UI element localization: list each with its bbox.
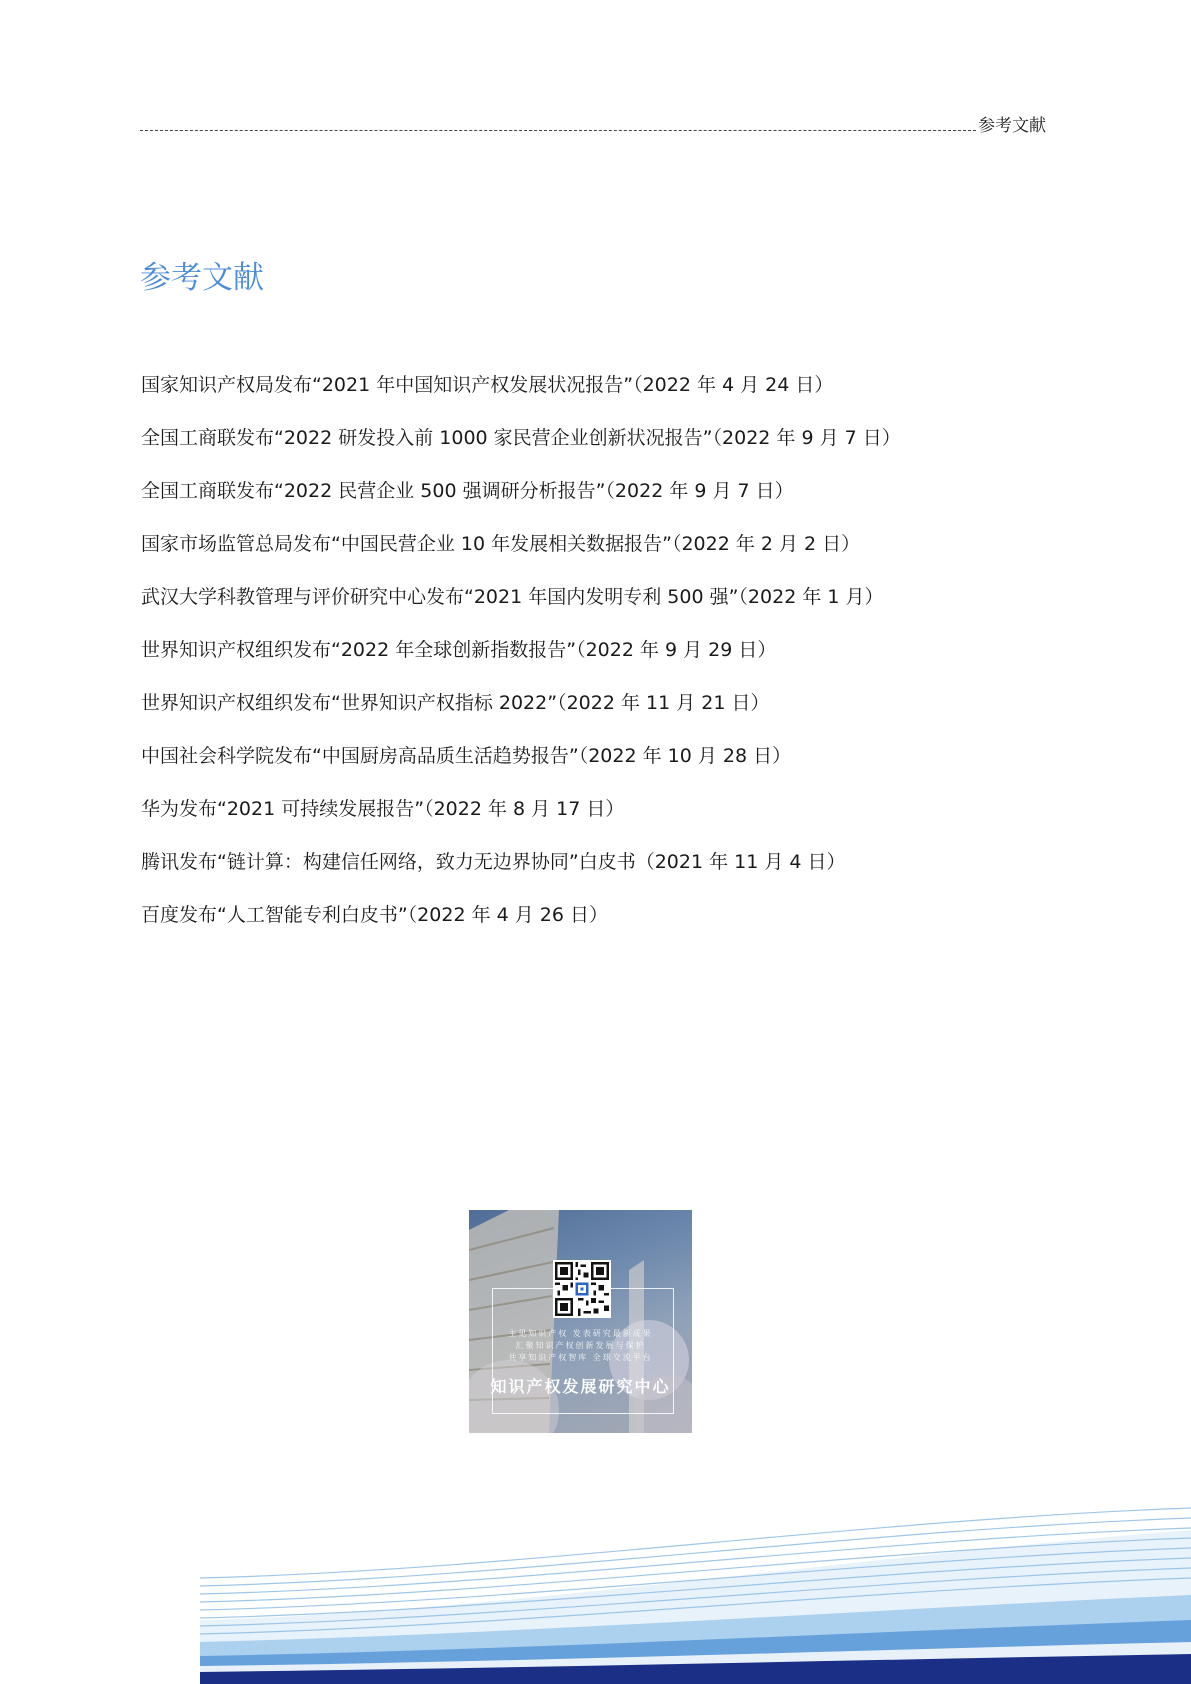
reference-item: 全国工商联发布“2022 研发投入前 1000 家民营企业创新状况报告”（2022 年 9 月 7 日） <box>141 427 901 449</box>
reference-item: 世界知识产权组织发布“世界知识产权指标 2022”（2022 年 11 月 21 日） <box>141 692 770 714</box>
promo-center-name: 知识产权发展研究中心 <box>490 1377 671 1396</box>
reference-item: 国家市场监管总局发布“中国民营企业 10 年发展相关数据报告”（2022 年 2 月 2 日） <box>141 533 861 555</box>
header-title: 参考文献 <box>978 116 1046 136</box>
reference-item: 国家知识产权局发布“2021 年中国知识产权发展状况报告”（2022 年 4 月 24 日） <box>141 374 834 396</box>
reference-item: 百度发布“人工智能专利白皮书”（2022 年 4 月 26 日） <box>141 904 609 926</box>
qr-code-icon <box>553 1260 611 1318</box>
section-title: 参考文献 <box>140 260 264 296</box>
promo-slogan-line: 主见知识产权 发表研究最新成果 <box>508 1329 653 1338</box>
header-dashed-rule <box>140 130 976 131</box>
promo-card <box>469 1210 692 1433</box>
reference-item: 中国社会科学院发布“中国厨房高品质生活趋势报告”（2022 年 10 月 28 日） <box>141 745 792 767</box>
reference-item: 武汉大学科教管理与评价研究中心发布“2021 年国内发明专利 500 强”（2022 年 1 月） <box>141 586 884 608</box>
reference-list <box>141 372 1101 955</box>
reference-item: 华为发布“2021 可持续发展报告”（2022 年 8 月 17 日） <box>141 798 625 820</box>
running-header <box>140 116 1046 136</box>
promo-slogan-line: 汇聚知识产权创新发展与保护 <box>515 1341 646 1350</box>
reference-item: 全国工商联发布“2022 民营企业 500 强调研分析报告”（2022 年 9 月 7 日） <box>141 480 794 502</box>
reference-item: 腾讯发布“链计算：构建信任网络，致力无边界协同”白皮书（2021 年 11 月 4 日） <box>141 851 846 873</box>
promo-slogan-line: 共享知识产权智库 全球交流平台 <box>508 1353 653 1362</box>
reference-item: 世界知识产权组织发布“2022 年全球创新指数报告”（2022 年 9 月 29 日） <box>141 639 777 661</box>
footer-wave-decoration <box>0 1500 1191 1684</box>
